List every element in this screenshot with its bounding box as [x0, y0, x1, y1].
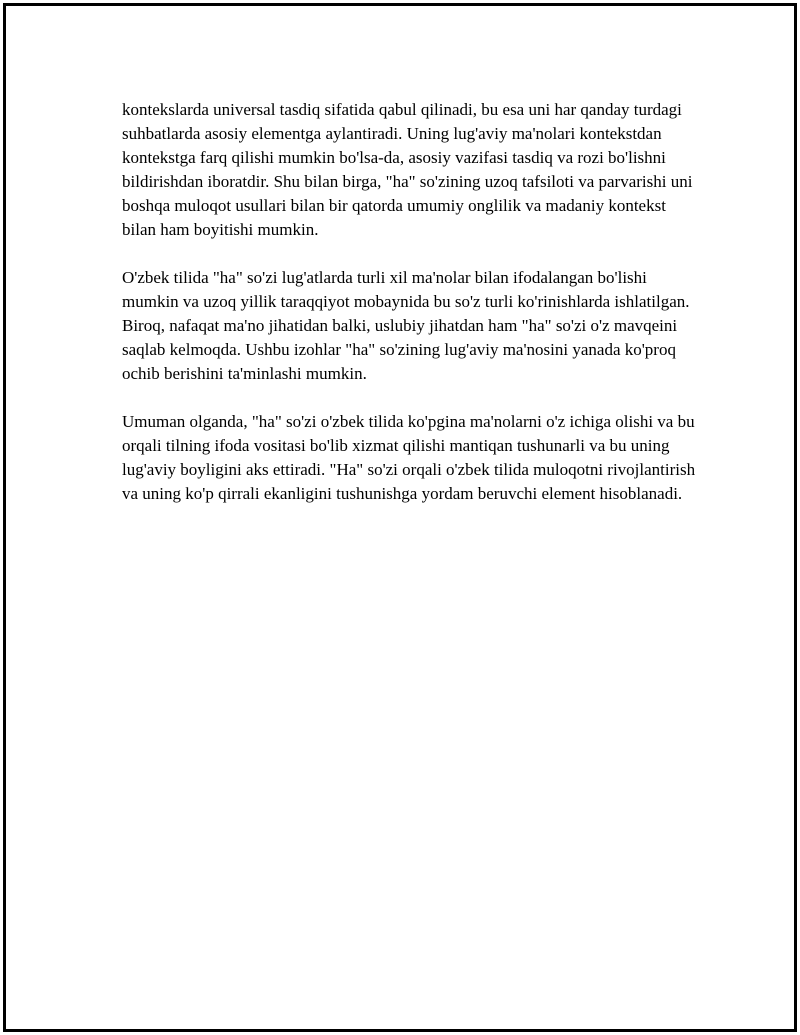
- page-content: [122, 98, 702, 530]
- paragraph-1: kontekslarda universal tasdiq sifatida qabul qilinadi, bu esa uni har qanday turdagi suhbatlarda asosiy elementga aylantiradi. Uning lug'aviy ma'nolari kontekstdan kontekstga farq qilishi mumkin bo'lsa-da, asosiy vazifasi tasdiq va rozi bo'lishni bildirishdan iboratdir. Shu bilan birga, "ha" so'zining uzoq tafsiloti va parvarishi uni boshqa muloqot usullari bilan bir qatorda umumiy onglilik va madaniy kontekst bilan ham boyitishi mumkin.: [122, 100, 693, 239]
- page-frame: [3, 3, 797, 1032]
- paragraph-3: Umuman olganda, "ha" so'zi o'zbek tilida ko'pgina ma'nolarni o'z ichiga olishi va bu orqali tilning ifoda vositasi bo'lib xizmat qilishi mantiqan tushunarli va bu uning lug'aviy boyligini aks ettiradi. "Ha" so'zi orqali o'zbek tilida muloqotni rivojlantirish va uning ko'p qirrali ekanligini tushunishga yordam beruvchi element hisoblanadi.: [122, 412, 696, 503]
- paragraph-2: O'zbek tilida "ha" so'zi lug'atlarda turli xil ma'nolar bilan ifodalangan bo'lishi mumkin va uzoq yillik taraqqiyot mobaynida bu so'z turli ko'rinishlarda ishlatilgan. Biroq, nafaqat ma'no jihatidan balki, uslubiy jihatdan ham "ha" so'zi o'z mavqeini saqlab kelmoqda. Ushbu izohlar "ha" so'zining lug'aviy ma'nosini yanada ko'proq ochib berishini ta'minlashi mumkin.: [122, 268, 690, 383]
